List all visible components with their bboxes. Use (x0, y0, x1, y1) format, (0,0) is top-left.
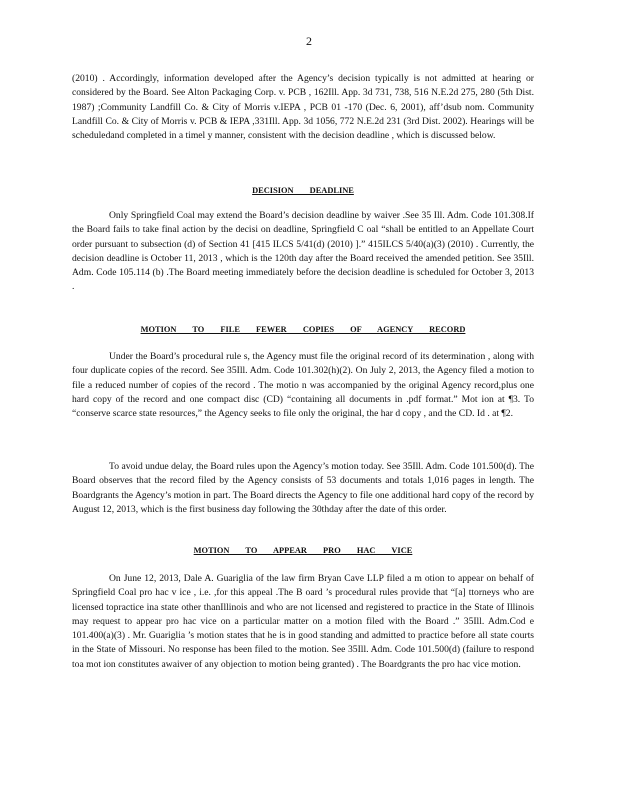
paragraph-continuation: (2010) . Accordingly, information developed after the Agency’s decision typically is not admitted at hearing or considered by the Board. See Alton Packaging Corp. v. PCB , 162Ill. App. 3d 731, 738, 516 N.E.2d 275, 280 (5th Dist. 1987) ;Community Landfill Co. & City of Morris v.IEPA , PCB 01 -170 (Dec. 6, 2001), aff’dsub nom. Community Landfill Co. & City of Morris v. PCB & IEPA ,331Ill. App. 3d 1056, 772 N.E.2d 231 (3rd Dist. 2002). Hearings will be scheduledand completed in a timel y manner, consistent with the decision deadline , which is discussed below. (72, 73, 534, 142)
heading-pro-hac-vice: MOTION TO APPEAR PRO HAC VICE (193, 546, 413, 555)
heading-motion-fewer-copies: MOTION TO FILE FEWER COPIES OF AGENCY RECORD (140, 325, 466, 334)
paragraph-agency-record: Under the Board’s procedural rule s, the Agency must file the original record of its determination , along with four duplicate copies of the record. See 35Ill. Adm. Code 101.302(h)(2). On July 2, 2013, the Agency filed a motion to file a reduced number of copies of the record . The motio n was accompanied by the original Agency record,plus one hard copy of the record and one compact disc (CD) “containing all documents in .pdf format.” Mot ion at ¶3. To “conserve scarce state resources,” the Agency seeks to file only the original, the har d copy , and the CD. Id . at ¶2. (72, 351, 534, 420)
paragraph-board-ruling: To avoid undue delay, the Board rules upon the Agency’s motion today. See 35Ill. Adm. Code 101.500(d). The Board observes that the record filed by the Agency consists of 53 documents and totals 1,016 pages in length. The Boardgrants the Agency’s motion in part. The Board directs the Agency to file one additional hard copy of the record by August 12, 2013, which is the first business day following the 30thday after the date of this order. (72, 461, 534, 515)
page-number: 2 (306, 34, 312, 48)
heading-decision-deadline: DECISION DEADLINE (252, 186, 354, 195)
paragraph-decision-deadline: Only Springfield Coal may extend the Board’s decision deadline by waiver .See 35 Ill. Adm. Code 101.308.If the Board fails to take final action by the decisi on deadline, Springfield C oal “shall be entitled to an Appellate Court order pursuant to subsection (d) of Section 41 [415 ILCS 5/41(d) (2010) ].” 415ILCS 5/40(a)(3) (2010) . Currently, the decision deadline is October 11, 2013 , which is the 120th day after the Board received the amended petition. See 35Ill. Adm. Code 105.114 (b) .The Board meeting immediately before the decision deadline is scheduled for October 3, 2013 . (72, 210, 534, 293)
paragraph-pro-hac-vice: On June 12, 2013, Dale A. Guariglia of the law firm Bryan Cave LLP filed a m otion to appear on behalf of Springfield Coal pro hac v ice , i.e. ,for this appeal .The B oard ’s procedural rules provide that “[a] ttorneys who are licensed topractice ina state other thanIllinois and who are not licensed and registered to practice in the State of Illinois may request to appear pro hac vice on a particular matter on a motion filed with the Board .” 35Ill. Adm.Cod e 101.400(a)(3) . Mr. Guariglia ’s motion states that he is in good standing and admitted to practice before all state courts in the State of Missouri. No response has been filed to the motion. See 35Ill. Adm. Code 101.500(d) (failure to respond toa mot ion constitutes awaiver of any objection to motion being granted) . The Boardgrants the pro hac vice motion. (72, 573, 534, 670)
